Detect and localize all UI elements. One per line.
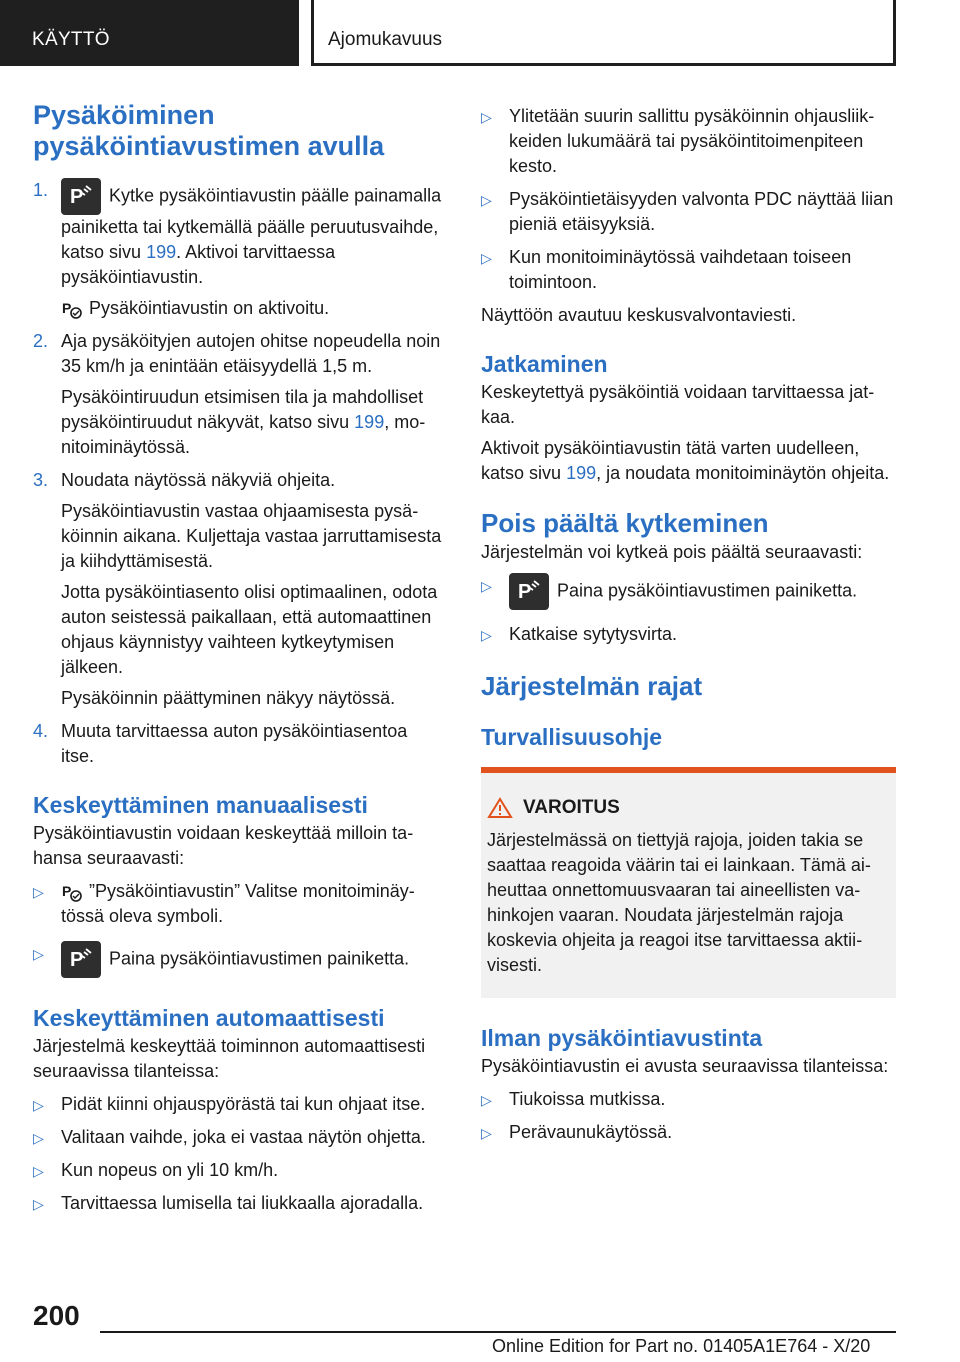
step-text: Muuta tarvittaessa auton pysäköintiasentoa itse. xyxy=(61,721,408,766)
resume-text: Aktivoit pysäköintiavustin tätä varten uudelleen, katso sivu xyxy=(481,438,860,483)
section-title-parking: Pysäköiminen pysäköintiavustimen avulla xyxy=(33,100,385,161)
sub-text-after: , monitoiminäytössä. xyxy=(61,412,426,457)
cont-note: Näyttöön avautuu keskusvalvontaviesti. xyxy=(481,305,797,325)
without-item-1 xyxy=(481,1087,896,1112)
svg-text:P: P xyxy=(62,300,72,317)
svg-text:P: P xyxy=(518,581,532,603)
step-1-sub xyxy=(33,296,443,321)
step-3-sub-3: Pysäköinnin päättyminen näkyy näytössä. xyxy=(61,688,396,708)
page-link[interactable]: 199 xyxy=(354,412,385,432)
step-4 xyxy=(33,719,443,769)
step-number: 4. xyxy=(33,721,49,741)
off-intro: Järjestelmän voi kytkeä pois päältä seuraavasti: xyxy=(481,542,863,562)
bullet-triangle-icon: ▷ xyxy=(33,946,44,962)
item-text: Pidät kiinni ohjauspyörästä tai kun ohjaat itse. xyxy=(61,1094,426,1114)
section-title-safety: Turvallisuusohje xyxy=(481,724,663,750)
parking-active-icon xyxy=(61,298,83,320)
warning-label: VAROITUS xyxy=(523,797,620,818)
warning-header xyxy=(487,795,884,820)
section-title-off: Pois päältä kytkeminen xyxy=(481,508,769,538)
item-text: Ylitetään suurin sallittu pysäköinnin ohjausliikkeiden lukumäärä tai pysäköintitoimenpiteen kesto. xyxy=(509,106,875,176)
section-label: KÄYTTÖ xyxy=(32,29,110,50)
bullet-triangle-icon: ▷ xyxy=(33,1163,44,1179)
step-2 xyxy=(33,329,443,379)
manual-item-1 xyxy=(33,879,443,929)
item-text: Paina pysäköintiavustimen painiketta. xyxy=(557,580,858,601)
item-text: Kun nopeus on yli 10 km/h. xyxy=(61,1160,279,1180)
parking-assistant-button-icon xyxy=(61,941,101,978)
bullet-triangle-icon: ▷ xyxy=(33,1196,44,1212)
item-text: Tiukoissa mutkissa. xyxy=(509,1089,666,1109)
step-3-sub-1: Pysäköintiavustin vastaa ohjaamisesta pysäköinnin aikana. Kuljettaja vastaa jarruttamisesta ja kiihdyttämisestä. xyxy=(61,501,442,571)
page-number: 200 xyxy=(33,1300,80,1331)
cont-item-2 xyxy=(481,187,896,237)
resume-p2 xyxy=(481,436,896,486)
step-1 xyxy=(33,178,443,290)
parking-active-icon xyxy=(61,881,83,903)
warning-triangle-icon xyxy=(487,797,513,819)
without-intro: Pysäköintiavustin ei avusta seuraavissa tilanteissa: xyxy=(481,1056,889,1076)
sub-text: Pysäköintiruudun etsimisen tila ja mahdolliset pysäköintiruudut näkyvät, katso sivu xyxy=(61,387,424,432)
step-number: 3. xyxy=(33,470,49,490)
right-column xyxy=(481,100,896,1145)
svg-text:P: P xyxy=(70,949,84,971)
step-3-sub-2: Jotta pysäköintiasento olisi optimaalinen, odota auton seistessä paikallaan, että automaattinen ohjaus käynnistyy vaihteen kytkeytymisen jälkeen. xyxy=(61,582,438,677)
bullet-triangle-icon: ▷ xyxy=(33,884,44,900)
bullet-triangle-icon: ▷ xyxy=(33,1130,44,1146)
parking-assistant-button-icon xyxy=(509,573,549,610)
resume-text-after: , ja noudata monitoiminäytön ohjeita. xyxy=(596,463,890,483)
page-link[interactable]: 199 xyxy=(146,242,177,262)
step-text: Aja pysäköityjen autojen ohitse nopeudella noin 35 km/h ja enintään etäisyydellä 1,5 m. xyxy=(61,331,441,376)
footer-divider xyxy=(100,1331,896,1333)
item-text: Katkaise sytytysvirta. xyxy=(509,624,678,644)
item-text: Kun monitoiminäytössä vaihdetaan toiseen toimintoon. xyxy=(509,247,852,292)
auto-item-2 xyxy=(33,1125,443,1150)
section-title-auto: Keskeyttäminen automaattisesti xyxy=(33,1005,385,1031)
section-title-resume: Jatkaminen xyxy=(481,351,608,377)
bullet-triangle-icon: ▷ xyxy=(481,109,492,125)
step-text: Kytke pysäköintiavustin päälle painamalla painiketta tai kytkemällä päälle peruutusvaihde, katso sivu xyxy=(61,185,442,262)
bullet-triangle-icon: ▷ xyxy=(481,1092,492,1108)
item-text: Valitaan vaihde, joka ei vastaa näytön ohjetta. xyxy=(61,1127,426,1147)
auto-item-3 xyxy=(33,1158,443,1183)
item-text: Perävaunukäytössä. xyxy=(509,1122,673,1142)
without-item-2 xyxy=(481,1120,896,1145)
bullet-triangle-icon: ▷ xyxy=(481,192,492,208)
manual-item-2 xyxy=(33,941,443,978)
svg-text:P: P xyxy=(62,883,72,900)
footer-edition: Online Edition for Part no. 01405A1E764 - X/20 xyxy=(492,1336,871,1356)
auto-item-1 xyxy=(33,1092,443,1117)
chapter-tab xyxy=(311,0,896,66)
step-number: 2. xyxy=(33,331,49,351)
bullet-triangle-icon: ▷ xyxy=(33,1097,44,1113)
step-text-after: . Aktivoi tarvittaessa pysäköintiavustin. xyxy=(61,242,336,287)
step-2-sub xyxy=(33,385,443,460)
item-text: ”Pysäköintiavustin” Valitse monitoiminäytössä oleva symboli. xyxy=(61,881,415,926)
item-text: Paina pysäköintiavustimen painiketta. xyxy=(109,948,410,969)
bullet-triangle-icon: ▷ xyxy=(481,627,492,643)
svg-text:P: P xyxy=(70,186,84,208)
parking-assistant-button-icon xyxy=(61,178,101,215)
bullet-triangle-icon: ▷ xyxy=(481,250,492,266)
section-title-manual: Keskeyttäminen manuaalisesti xyxy=(33,792,368,818)
auto-intro: Järjestelmä keskeyttää toiminnon automaattisesti seuraavissa tilanteissa: xyxy=(33,1036,426,1081)
section-title-limits: Järjestelmän rajat xyxy=(481,671,703,701)
chapter-label: Ajomukavuus xyxy=(328,29,443,50)
warning-text: Järjestelmässä on tiettyjä rajoja, joiden takia se saattaa reagoida väärin tai ei lainkaan. Tämä aiheuttaa onnettomuusvaaran tai aineellisten vahinkojen vaaran. Noudata järjestelmän rajoja koskevia ohjeita ja reagoi itse tarvittaessa aktiivisesti. xyxy=(487,830,871,975)
step-3 xyxy=(33,468,443,493)
off-item-2 xyxy=(481,622,896,647)
off-item-1 xyxy=(481,573,896,610)
cont-item-3 xyxy=(481,245,896,295)
bullet-triangle-icon: ▷ xyxy=(481,578,492,594)
warning-box xyxy=(481,767,896,998)
item-text: Pysäköintietäisyyden valvonta PDC näyttää liian pieniä etäisyyksiä. xyxy=(509,189,894,234)
bullet-triangle-icon: ▷ xyxy=(481,1125,492,1141)
section-title-without: Ilman pysäköintiavustinta xyxy=(481,1025,763,1051)
sub-text: Pysäköintiavustin on aktivoitu. xyxy=(89,298,330,318)
step-text: Noudata näytössä näkyviä ohjeita. xyxy=(61,470,336,490)
item-text: Tarvittaessa lumisella tai liukkaalla ajoradalla. xyxy=(61,1193,424,1213)
section-tab xyxy=(0,0,299,66)
left-column xyxy=(33,100,443,1216)
page-header xyxy=(0,0,960,66)
auto-item-4 xyxy=(33,1191,443,1216)
cont-item-1 xyxy=(481,104,896,179)
resume-p1: Keskeytettyä pysäköintiä voidaan tarvittaessa jatkaa. xyxy=(481,382,875,427)
page-link[interactable]: 199 xyxy=(566,463,597,483)
step-number: 1. xyxy=(33,180,49,200)
manual-intro: Pysäköintiavustin voidaan keskeyttää milloin tahansa seuraavasti: xyxy=(33,823,414,868)
